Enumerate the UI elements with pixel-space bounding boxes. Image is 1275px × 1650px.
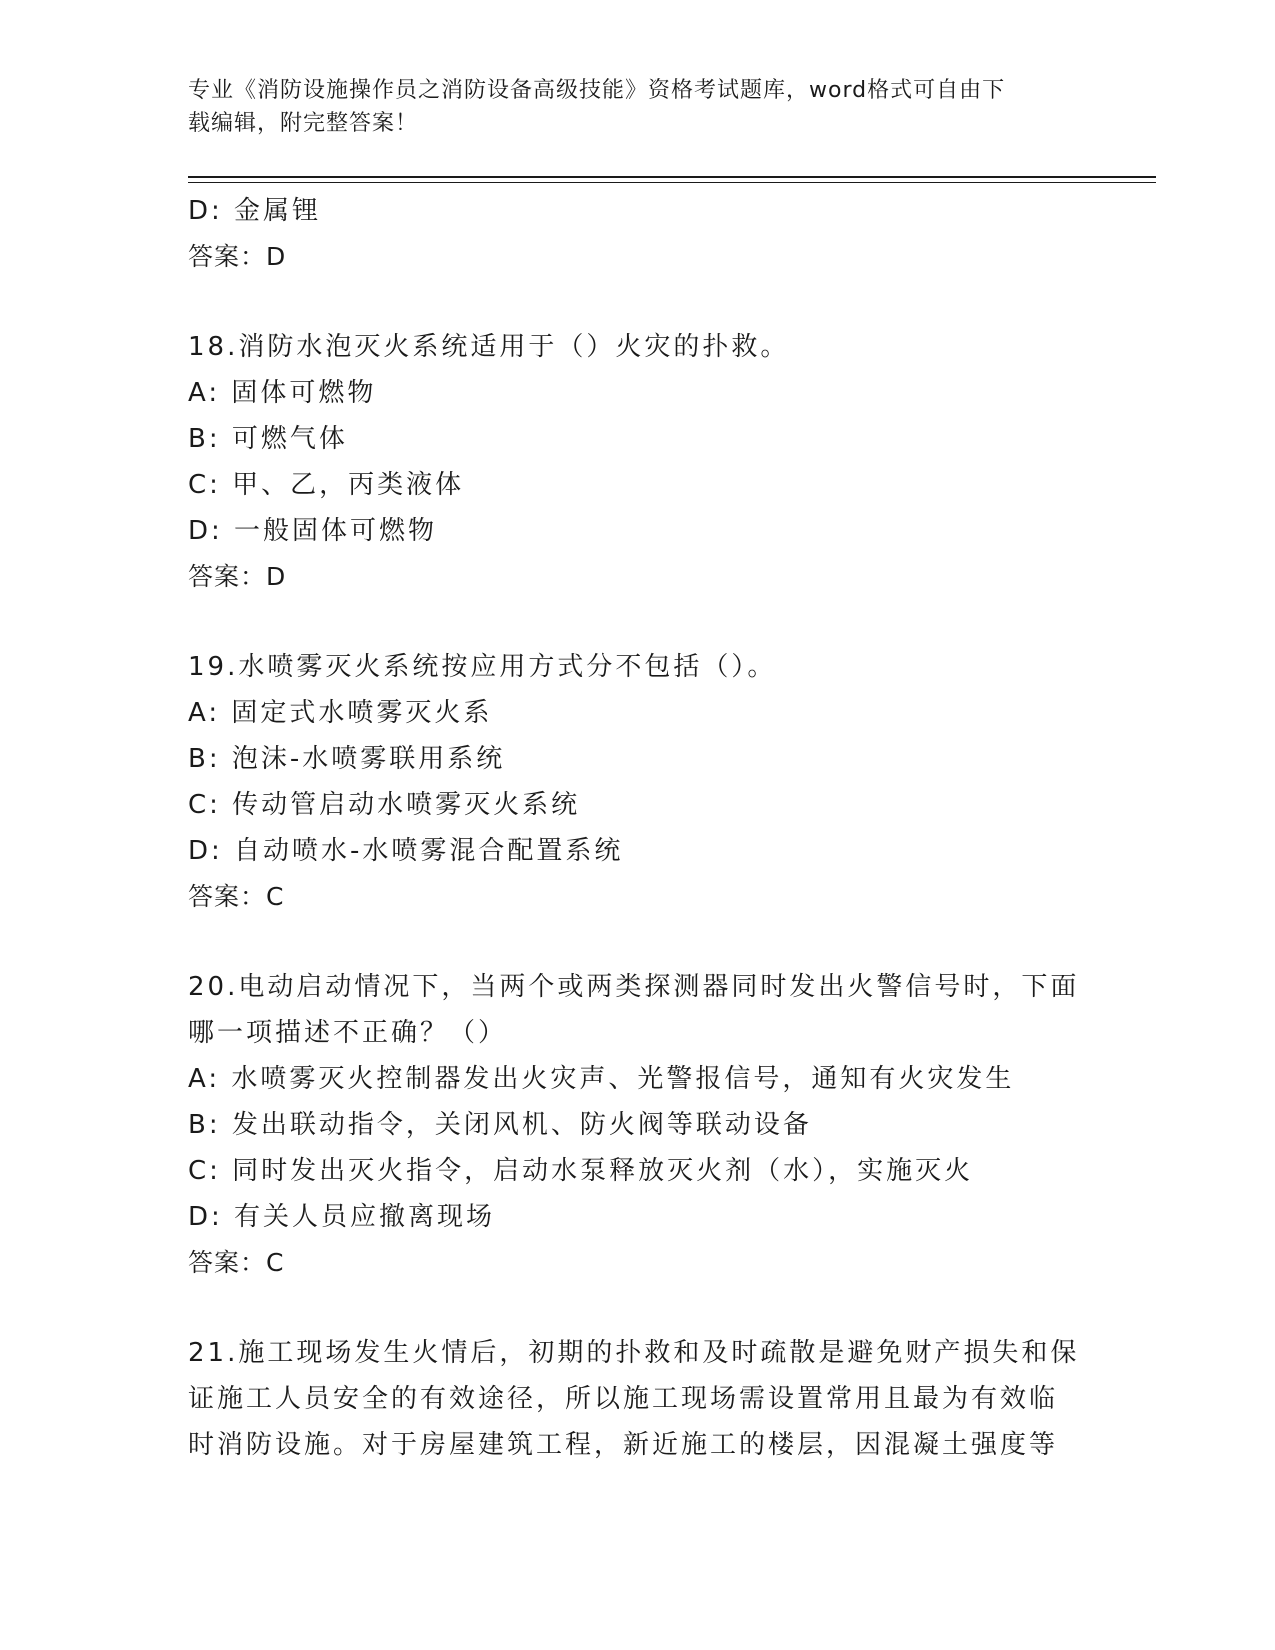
question-text-line-2: 证施工人员安全的有效途径，所以施工现场需设置常用且最为有效临	[188, 1384, 1059, 1414]
option-c: C: 甲、乙，丙类液体	[188, 470, 465, 500]
question-text-line-2: 哪一项描述不正确？（）	[188, 1018, 508, 1048]
question-text: 19.水喷雾灭火系统按应用方式分不包括（）。	[188, 652, 777, 682]
question-19	[188, 644, 1088, 920]
question-text-line-1: 21.施工现场发生火情后，初期的扑救和及时疏散是避免财产损失和保	[188, 1338, 1080, 1368]
spacer	[188, 280, 1088, 324]
question-content	[188, 188, 1088, 1468]
question-text-line-3: 时消防设施。对于房屋建筑工程，新近施工的楼层，因混凝土强度等	[188, 1430, 1059, 1460]
answer: 答案：C	[188, 882, 285, 911]
spacer	[188, 1286, 1088, 1330]
option-d: D: 自动喷水-水喷雾混合配置系统	[188, 836, 624, 866]
header-rule-thin	[188, 182, 1156, 183]
option-d: D: 有关人员应撤离现场	[188, 1202, 496, 1232]
option-c: C: 同时发出灭火指令，启动水泵释放灭火剂（水），实施灭火	[188, 1156, 974, 1186]
option-a: A: 固定式水喷雾灭火系	[188, 698, 493, 728]
document-header	[188, 74, 1088, 140]
option-a: A: 水喷雾灭火控制器发出火灾声、光警报信号，通知有火灾发生	[188, 1064, 1015, 1094]
option-a: A: 固体可燃物	[188, 378, 377, 408]
answer: 答案：D	[188, 562, 287, 591]
question-21	[188, 1330, 1088, 1468]
answer: 答案：C	[188, 1248, 285, 1277]
spacer	[188, 920, 1088, 964]
spacer	[188, 600, 1088, 644]
option-b: B: 可燃气体	[188, 424, 348, 454]
header-line-2: 载编辑，附完整答案！	[188, 111, 419, 136]
option-d: D: 金属锂	[188, 196, 322, 226]
question-18	[188, 324, 1088, 600]
question-text-line-1: 20.电动启动情况下，当两个或两类探测器同时发出火警信号时，下面	[188, 972, 1080, 1002]
option-b: B: 发出联动指令，关闭风机、防火阀等联动设备	[188, 1110, 812, 1140]
question-text: 18.消防水泡灭火系统适用于（）火灾的扑救。	[188, 332, 790, 362]
option-c: C: 传动管启动水喷雾灭火系统	[188, 790, 581, 820]
header-rule-thick	[188, 176, 1156, 178]
option-b: B: 泡沫-水喷雾联用系统	[188, 744, 506, 774]
option-d: D: 一般固体可燃物	[188, 516, 438, 546]
header-line-1: 专业《消防设施操作员之消防设备高级技能》资格考试题库，word格式可自由下	[188, 78, 1006, 103]
question-20	[188, 964, 1088, 1286]
answer: 答案：D	[188, 242, 287, 271]
